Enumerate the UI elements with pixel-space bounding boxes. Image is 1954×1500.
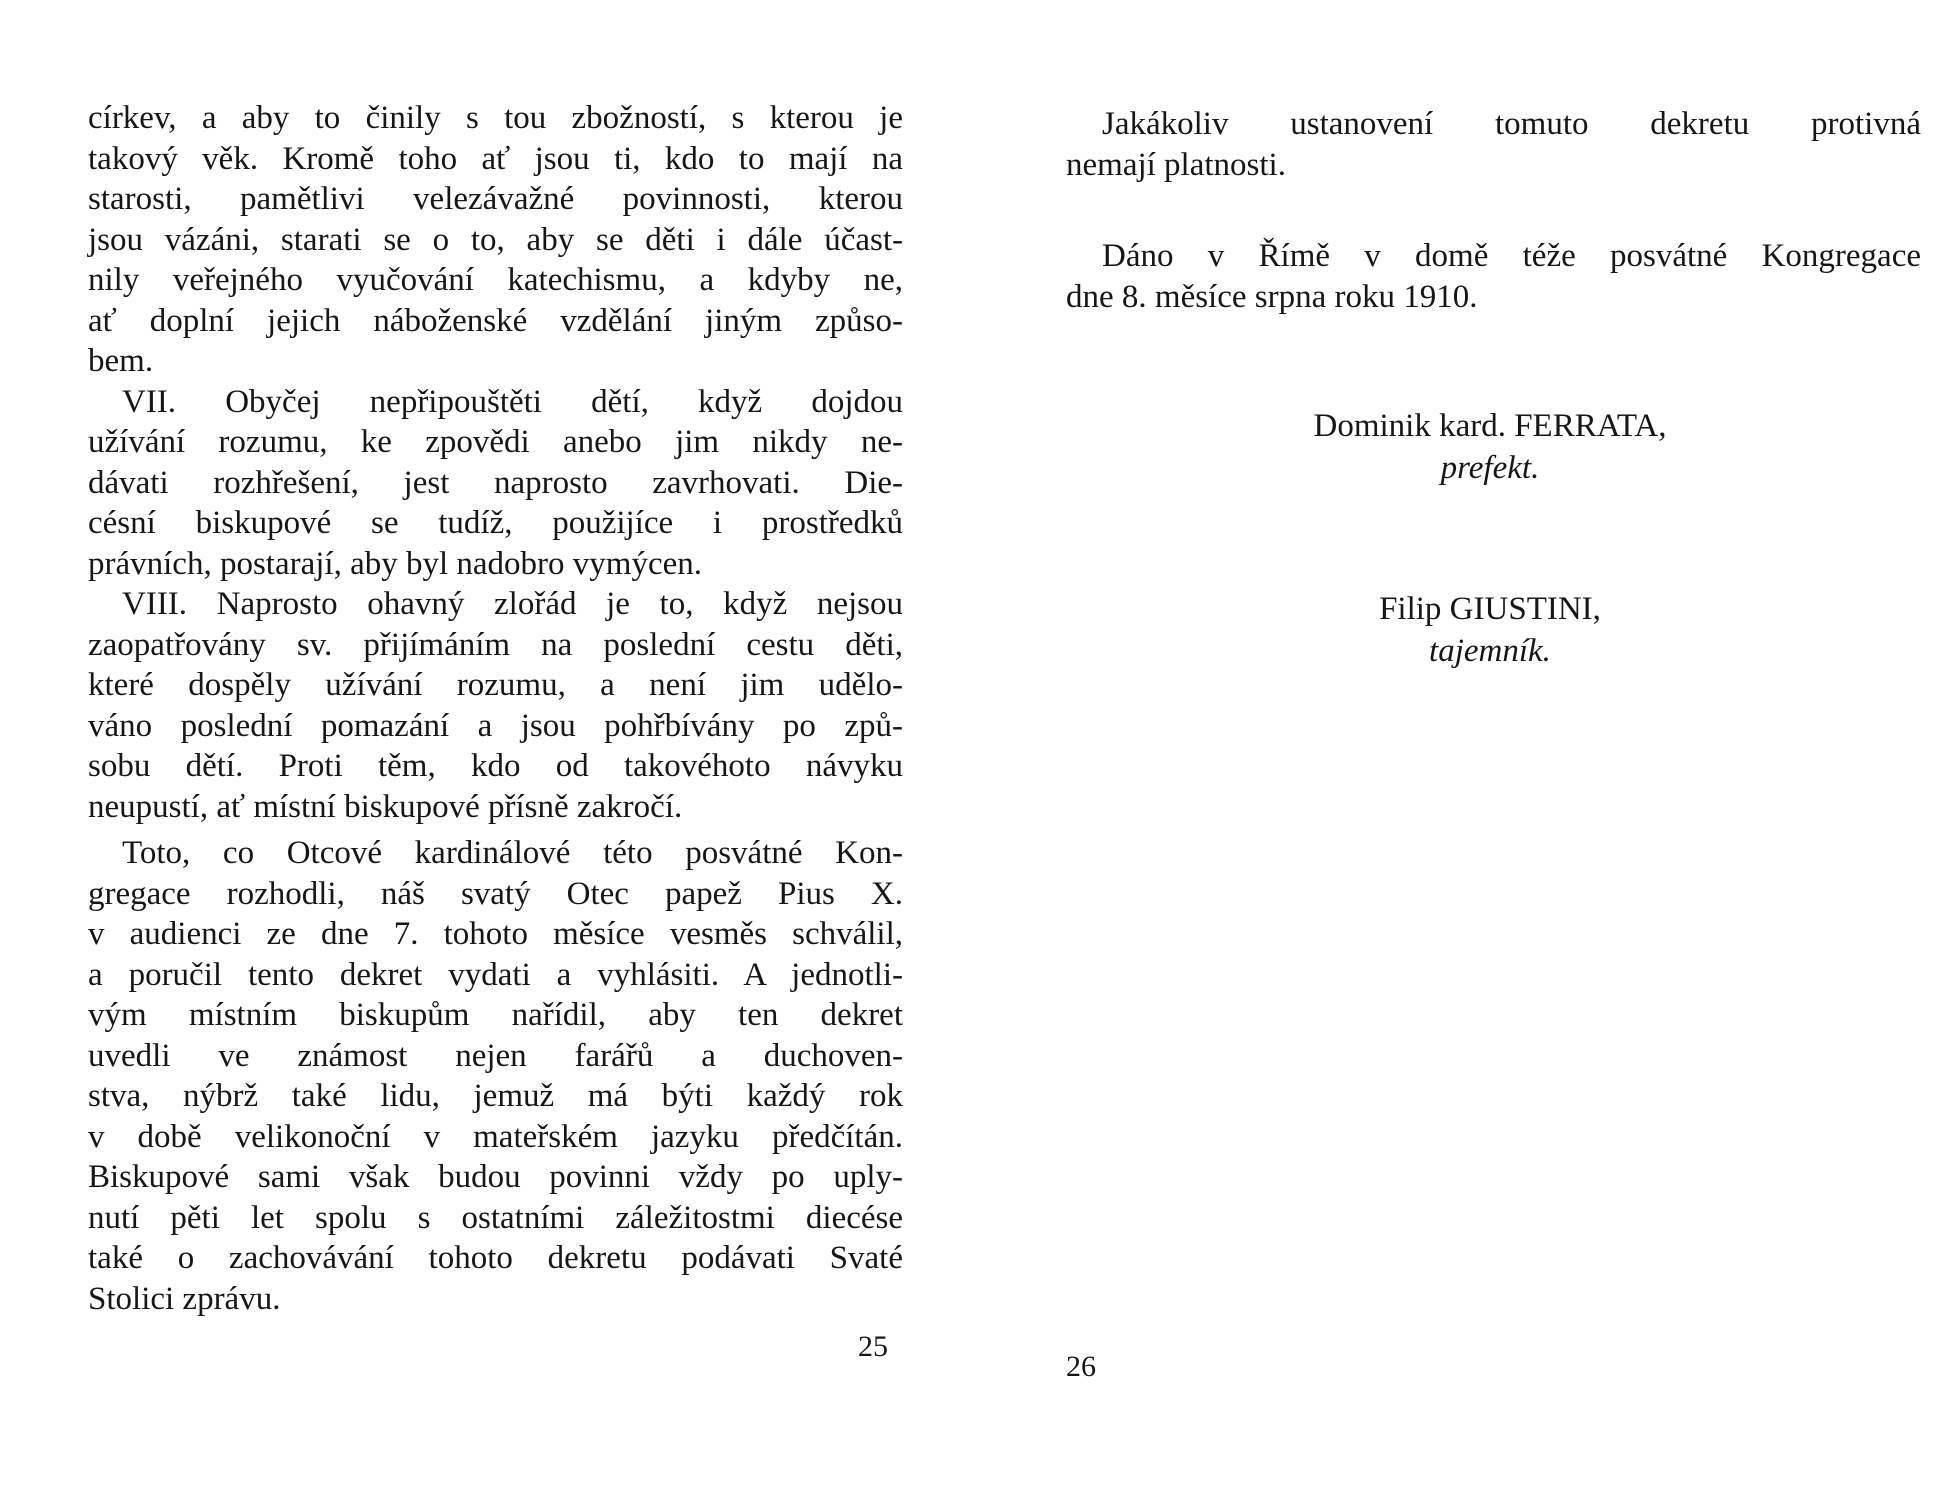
text-line: Dáno v Římě v domě téže posvátné Kongregace: [1102, 238, 1921, 274]
text-line: užívání rozumu, ke zpovědi anebo jim nikdy ne-: [88, 424, 903, 460]
text-line: zaopatřovány sv. přijímáním na poslední cestu děti,: [88, 626, 903, 663]
signature-block-secretary: [1200, 588, 1780, 672]
text-line: církev, a aby to činily s tou zbožností, s kterou je: [88, 100, 903, 136]
text-line: Stolici zprávu.: [88, 1280, 281, 1317]
signature-name: Dominik kard. FERRATA,: [1313, 408, 1667, 444]
signature-title: tajemník.: [1429, 633, 1551, 669]
text-line: v době velikonoční v mateřském jazyku předčítán.: [88, 1118, 903, 1155]
text-line: Jakákoliv ustanovení tomuto dekretu protivná: [1102, 106, 1921, 142]
text-line: nily veřejného vyučování katechismu, a kdyby ne,: [88, 262, 903, 298]
text-line: bem.: [88, 343, 154, 379]
text-line: Biskupové sami však budou povinni vždy po uply-: [88, 1159, 903, 1195]
text-line: právních, postarají, aby byl nadobro vymýcen.: [88, 545, 702, 582]
text-line: sobu dětí. Proti těm, kdo od takovéhoto návyku: [88, 748, 903, 784]
text-line: uvedli ve známost nejen farářů a duchoven-: [88, 1037, 903, 1074]
text-line: a poručil tento dekret vydati a vyhlásiti. A jednotli-: [88, 956, 903, 993]
text-line: starosti, pamětlivi velezávažné povinnosti, kterou: [88, 181, 903, 217]
text-line: nutí pěti let spolu s ostatními záležitostmi diecése: [88, 1199, 903, 1236]
text-line: vým místním biskupům nařídil, aby ten dekret: [88, 997, 903, 1033]
left-page: [88, 98, 903, 1319]
signature-block-prefect: [1200, 405, 1780, 489]
text-line: dávati rozhřešení, jest naprosto zavrhovati. Die-: [88, 464, 903, 501]
text-line: stva, nýbrž také lidu, jemuž má býti každý rok: [88, 1078, 903, 1114]
text-line: které dospěly užívání rozumu, a není jim udělo-: [88, 667, 903, 703]
signature-title: prefekt.: [1440, 450, 1540, 486]
text-line: takový věk. Kromě toho ať jsou ti, kdo to mají na: [88, 140, 903, 177]
signature-name: Filip GIUSTINI,: [1379, 591, 1601, 627]
closing-paragraph-start: Toto, co Otcové kardinálové této posvátné Kon-: [122, 835, 903, 871]
text-line: gregace rozhodli, náš svatý Otec papež Pius X.: [88, 875, 903, 912]
text-line: v audienci ze dne 7. tohoto měsíce vesměs schválil,: [88, 916, 903, 952]
right-page: [1066, 104, 1921, 318]
text-line: jsou vázáni, starati se o to, aby se děti i dále účast-: [88, 221, 903, 258]
text-line: ať doplní jejich náboženské vzdělání jiným způso-: [88, 302, 903, 339]
text-line: váno poslední pomazání a jsou pohřbívány po způ-: [88, 707, 903, 744]
text-line: césní biskupové se tudíž, použijíce i prostředků: [88, 505, 903, 541]
text-line: dne 8. měsíce srpna roku 1910.: [1066, 279, 1478, 315]
text-line: neupustí, ať místní biskupové přísně zakročí.: [88, 788, 683, 825]
text-line: také o zachovávání tohoto dekretu podávati Svaté: [88, 1240, 903, 1276]
page-number-left: 25: [858, 1330, 888, 1363]
text-line: nemají platnosti.: [1066, 147, 1286, 183]
section-vii-start: VII. Obyčej nepřipouštěti dětí, když dojdou: [122, 383, 903, 420]
section-viii-start: VIII. Naprosto ohavný zlořád je to, když nejsou: [122, 586, 903, 622]
page-number-right: 26: [1066, 1350, 1096, 1383]
